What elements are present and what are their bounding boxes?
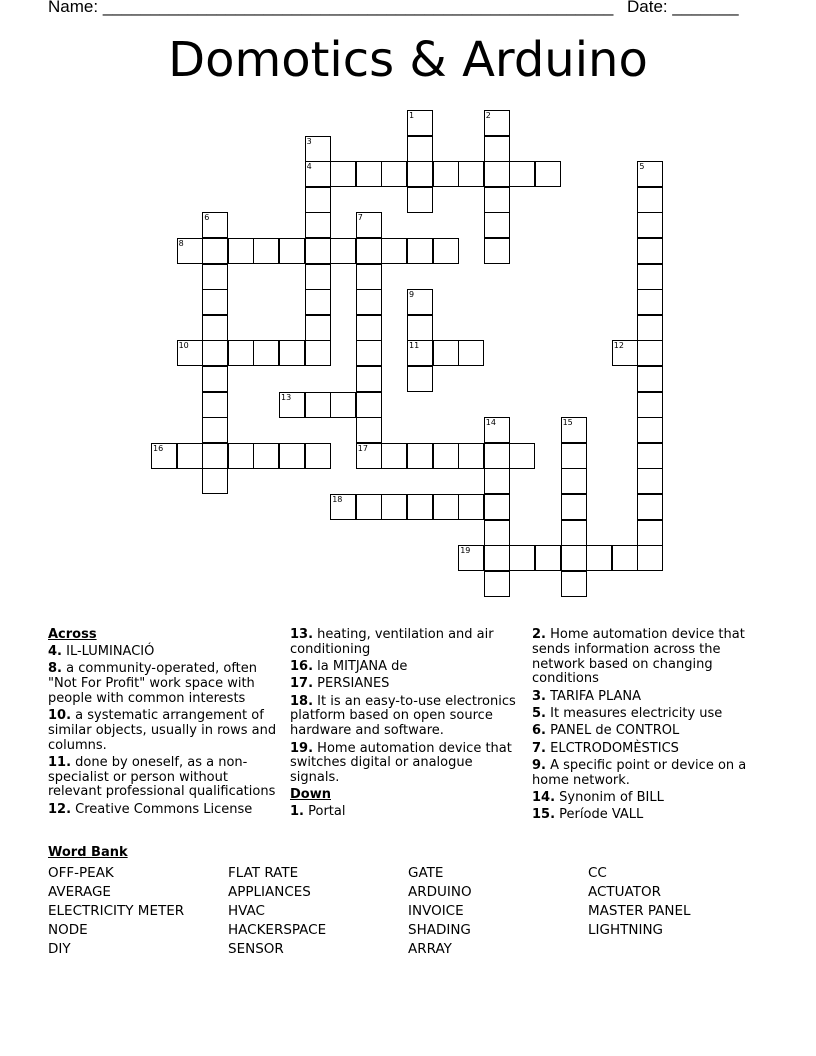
crossword-cell[interactable] bbox=[228, 340, 254, 366]
crossword-cell[interactable] bbox=[279, 340, 305, 366]
crossword-cell[interactable] bbox=[484, 571, 510, 597]
crossword-cell[interactable] bbox=[458, 545, 484, 571]
crossword-cell[interactable] bbox=[484, 520, 510, 546]
word-bank-item: CC bbox=[588, 865, 607, 881]
across-clue: 17. PERSIANES bbox=[290, 676, 390, 692]
crossword-cell[interactable] bbox=[458, 494, 484, 520]
crossword-cell[interactable] bbox=[407, 443, 433, 469]
crossword-cell[interactable] bbox=[356, 238, 382, 264]
crossword-cell[interactable] bbox=[407, 136, 433, 162]
crossword-cell[interactable] bbox=[330, 392, 356, 418]
crossword-cell[interactable] bbox=[561, 468, 587, 494]
crossword-cell[interactable] bbox=[637, 289, 663, 315]
crossword-cell[interactable] bbox=[202, 366, 228, 392]
clue-number: 17 bbox=[357, 443, 368, 453]
word-bank-column-4 bbox=[588, 864, 691, 940]
word-bank-item: APPLIANCES bbox=[228, 884, 311, 900]
crossword-cell[interactable] bbox=[561, 494, 587, 520]
crossword-cell[interactable] bbox=[330, 238, 356, 264]
clue-number: 14 bbox=[485, 418, 496, 428]
crossword-cell[interactable] bbox=[356, 417, 382, 443]
crossword-cell[interactable] bbox=[279, 238, 305, 264]
date-field[interactable] bbox=[627, 0, 739, 17]
crossword-cell[interactable] bbox=[433, 161, 459, 187]
crossword-cell[interactable] bbox=[305, 187, 331, 213]
across-clue: 4. IL-LUMINACIÓ bbox=[48, 643, 155, 659]
across-clue: 13. heating, ventilation and air conditioning bbox=[290, 627, 494, 657]
down-clue: 1. Portal bbox=[290, 804, 346, 820]
word-bank-item: DIY bbox=[48, 941, 71, 957]
crossword-cell[interactable] bbox=[305, 443, 331, 469]
crossword-cell[interactable] bbox=[407, 340, 433, 366]
crossword-cell[interactable] bbox=[177, 340, 203, 366]
across-heading: Across bbox=[48, 627, 97, 642]
crossword-cell[interactable] bbox=[637, 417, 663, 443]
word-bank-item: HVAC bbox=[228, 903, 265, 919]
crossword-cell[interactable] bbox=[202, 468, 228, 494]
word-bank-item: ELECTRICITY METER bbox=[48, 903, 185, 919]
crossword-cell[interactable] bbox=[202, 417, 228, 443]
crossword-cell[interactable] bbox=[484, 212, 510, 238]
down-clue: 5. It measures electricity use bbox=[532, 705, 723, 721]
crossword-cell[interactable] bbox=[202, 340, 228, 366]
crossword-cell[interactable] bbox=[356, 392, 382, 418]
crossword-cell[interactable] bbox=[637, 545, 663, 571]
crossword-cell[interactable] bbox=[356, 366, 382, 392]
crossword-cell[interactable] bbox=[202, 443, 228, 469]
clue-number: 16 bbox=[153, 443, 164, 453]
crossword-cell[interactable] bbox=[433, 238, 459, 264]
clue-number: 6 bbox=[204, 213, 210, 223]
across-clue: 10. a systematic arrangement of similar objects, usually in rows and columns. bbox=[48, 707, 277, 753]
word-bank-item: OFF-PEAK bbox=[48, 865, 114, 881]
clues-column-1 bbox=[48, 628, 283, 820]
down-clue: 9. A specific point or device on a home network. bbox=[532, 757, 747, 788]
crossword-cell[interactable] bbox=[484, 187, 510, 213]
clue-number: 4 bbox=[306, 162, 312, 172]
crossword-cell[interactable] bbox=[637, 468, 663, 494]
crossword-cell[interactable] bbox=[279, 392, 305, 418]
crossword-cell[interactable] bbox=[305, 212, 331, 238]
crossword-cell[interactable] bbox=[381, 238, 407, 264]
across-clue: 19. Home automation device that switches digital or analogue signals. bbox=[290, 740, 512, 786]
crossword-cell[interactable] bbox=[305, 161, 331, 187]
word-bank-item: SHADING bbox=[408, 922, 471, 938]
crossword-cell[interactable] bbox=[279, 443, 305, 469]
name-line: ______________________________________________________ bbox=[102, 0, 614, 16]
clue-number: 8 bbox=[178, 239, 184, 248]
crossword-cell[interactable] bbox=[458, 161, 484, 187]
word-bank-item: FLAT RATE bbox=[228, 865, 299, 881]
crossword-cell[interactable] bbox=[637, 443, 663, 469]
crossword-cell[interactable] bbox=[330, 494, 356, 520]
across-clue: 18. It is an easy-to-use electronics platform based on open source hardware and software. bbox=[290, 693, 516, 739]
crossword-cell[interactable] bbox=[381, 161, 407, 187]
crossword-cell[interactable] bbox=[561, 417, 587, 443]
crossword-cell[interactable] bbox=[253, 238, 279, 264]
crossword-cell[interactable] bbox=[202, 289, 228, 315]
across-clue: 16. la MITJANA de bbox=[290, 659, 408, 675]
crossword-cell[interactable] bbox=[228, 443, 254, 469]
down-clue: 2. Home automation device that sends information across the network based on changing conditions bbox=[532, 627, 745, 687]
word-bank-column-1 bbox=[48, 864, 184, 959]
crossword-cell[interactable] bbox=[356, 340, 382, 366]
across-clue: 12. Creative Commons License bbox=[48, 801, 253, 817]
crossword-cell[interactable] bbox=[637, 520, 663, 546]
crossword-cell[interactable] bbox=[356, 289, 382, 315]
crossword-cell[interactable] bbox=[484, 238, 510, 264]
across-clue: 11. done by oneself, as a non-specialist or person without relevant professional qualifications bbox=[48, 754, 276, 800]
word-bank-column-3 bbox=[408, 864, 472, 959]
word-bank-item: LIGHTNING bbox=[588, 922, 664, 938]
word-bank-item: GATE bbox=[408, 865, 444, 881]
clues-column-2 bbox=[290, 628, 525, 823]
crossword-cell[interactable] bbox=[509, 545, 535, 571]
crossword-cell[interactable] bbox=[433, 340, 459, 366]
crossword-cell[interactable] bbox=[253, 340, 279, 366]
clue-number: 1 bbox=[409, 111, 415, 120]
crossword-cell[interactable] bbox=[356, 212, 382, 238]
crossword-cell[interactable] bbox=[484, 110, 510, 136]
word-bank-item: ARDUINO bbox=[408, 884, 472, 900]
crossword-cell[interactable] bbox=[305, 264, 331, 290]
clue-number: 13 bbox=[281, 392, 292, 402]
name-field[interactable] bbox=[48, 0, 613, 17]
crossword-cell[interactable] bbox=[586, 545, 612, 571]
crossword-cell[interactable] bbox=[407, 110, 433, 136]
crossword-cell[interactable] bbox=[637, 366, 663, 392]
down-clue: 14. Synonim of BILL bbox=[532, 789, 664, 805]
page-title: Domotics & Arduino bbox=[168, 32, 648, 88]
crossword-cell[interactable] bbox=[535, 161, 561, 187]
crossword-cell[interactable] bbox=[407, 187, 433, 213]
crossword-cell[interactable] bbox=[202, 264, 228, 290]
clue-number: 5 bbox=[639, 162, 645, 172]
clue-number: 12 bbox=[613, 341, 624, 351]
crossword-cell[interactable] bbox=[535, 545, 561, 571]
crossword-cell[interactable] bbox=[381, 494, 407, 520]
crossword-cell[interactable] bbox=[356, 161, 382, 187]
word-bank-item: AVERAGE bbox=[48, 884, 111, 900]
crossword-cell[interactable] bbox=[356, 315, 382, 341]
down-clue: 3. TARIFA PLANA bbox=[532, 688, 642, 704]
down-clue: 6. PANEL de CONTROL bbox=[532, 723, 680, 739]
crossword-cell[interactable] bbox=[253, 443, 279, 469]
crossword-cell[interactable] bbox=[637, 264, 663, 290]
crossword-cell[interactable] bbox=[356, 264, 382, 290]
crossword-cell[interactable] bbox=[637, 238, 663, 264]
crossword-cell[interactable] bbox=[561, 520, 587, 546]
crossword-cell[interactable] bbox=[484, 136, 510, 162]
crossword-cell[interactable] bbox=[509, 443, 535, 469]
crossword-cell[interactable] bbox=[509, 161, 535, 187]
down-clue: 15. Període VALL bbox=[532, 807, 644, 823]
crossword-cell[interactable] bbox=[356, 443, 382, 469]
crossword-cell[interactable] bbox=[561, 571, 587, 597]
crossword-cell[interactable] bbox=[305, 315, 331, 341]
crossword-cell[interactable] bbox=[561, 545, 587, 571]
crossword-cell[interactable] bbox=[407, 289, 433, 315]
clue-number: 2 bbox=[485, 111, 491, 120]
crossword-cell[interactable] bbox=[202, 392, 228, 418]
crossword-cell[interactable] bbox=[228, 238, 254, 264]
crossword-cell[interactable] bbox=[484, 443, 510, 469]
crossword-cell[interactable] bbox=[561, 443, 587, 469]
crossword-cell[interactable] bbox=[637, 212, 663, 238]
crossword-cell[interactable] bbox=[305, 392, 331, 418]
word-bank-item: ACTUATOR bbox=[588, 884, 661, 900]
crossword-cell[interactable] bbox=[381, 443, 407, 469]
clue-number: 3 bbox=[306, 136, 312, 146]
clue-number: 15 bbox=[562, 418, 573, 428]
crossword-cell[interactable] bbox=[202, 315, 228, 341]
word-bank-item: NODE bbox=[48, 922, 88, 938]
word-bank-heading: Word Bank bbox=[48, 845, 128, 860]
down-heading: Down bbox=[290, 787, 331, 803]
crossword-cell[interactable] bbox=[484, 417, 510, 443]
clue-number: 9 bbox=[409, 290, 415, 300]
word-bank-item: SENSOR bbox=[228, 941, 284, 957]
word-bank-item: HACKERSPACE bbox=[228, 922, 327, 938]
crossword-cell[interactable] bbox=[407, 494, 433, 520]
crossword-cell[interactable] bbox=[177, 443, 203, 469]
crossword-cell[interactable] bbox=[637, 392, 663, 418]
crossword-cell[interactable] bbox=[458, 443, 484, 469]
crossword-cell[interactable] bbox=[637, 494, 663, 520]
word-bank-item: INVOICE bbox=[408, 903, 464, 919]
crossword-cell[interactable] bbox=[637, 340, 663, 366]
word-bank-column-2 bbox=[228, 864, 326, 959]
crossword-cell[interactable] bbox=[151, 443, 177, 469]
crossword-cell[interactable] bbox=[433, 494, 459, 520]
clue-number: 18 bbox=[332, 495, 343, 504]
crossword-cell[interactable] bbox=[407, 366, 433, 392]
crossword-cell[interactable] bbox=[330, 161, 356, 187]
crossword-cell[interactable] bbox=[305, 238, 331, 264]
crossword-cell[interactable] bbox=[202, 238, 228, 264]
crossword-cell[interactable] bbox=[484, 161, 510, 187]
crossword-cell[interactable] bbox=[484, 545, 510, 571]
crossword-cell[interactable] bbox=[433, 443, 459, 469]
crossword-cell[interactable] bbox=[356, 494, 382, 520]
across-clue: 8. a community-operated, often "Not For Profit" work space with people with common interests bbox=[48, 661, 257, 706]
crossword-cell[interactable] bbox=[637, 315, 663, 341]
crossword-cell[interactable] bbox=[407, 315, 433, 341]
name-label: Name: bbox=[48, 0, 99, 16]
date-line: _______ bbox=[672, 0, 739, 16]
crossword-cell[interactable] bbox=[484, 468, 510, 494]
clue-number: 11 bbox=[409, 341, 420, 351]
crossword-cell[interactable] bbox=[612, 545, 638, 571]
crossword-cell[interactable] bbox=[305, 340, 331, 366]
crossword-cell[interactable] bbox=[202, 212, 228, 238]
crossword-cell[interactable] bbox=[458, 340, 484, 366]
crossword-cell[interactable] bbox=[407, 161, 433, 187]
clue-number: 7 bbox=[357, 213, 363, 223]
crossword-cell[interactable] bbox=[637, 187, 663, 213]
date-label: Date: bbox=[627, 0, 668, 16]
crossword-cell[interactable] bbox=[305, 289, 331, 315]
clues-column-3 bbox=[532, 628, 762, 826]
word-bank-item: ARRAY bbox=[408, 941, 452, 957]
crossword-cell[interactable] bbox=[637, 161, 663, 187]
clue-number: 10 bbox=[178, 341, 189, 351]
clue-number: 19 bbox=[460, 546, 471, 556]
down-clue: 7. ELCTRODOMÈSTICS bbox=[532, 740, 679, 756]
crossword-cell[interactable] bbox=[612, 340, 638, 366]
crossword-cell[interactable] bbox=[177, 238, 203, 264]
crossword-cell[interactable] bbox=[484, 494, 510, 520]
word-bank-item: MASTER PANEL bbox=[588, 903, 691, 919]
crossword-cell[interactable] bbox=[407, 238, 433, 264]
crossword-cell[interactable] bbox=[305, 136, 331, 162]
